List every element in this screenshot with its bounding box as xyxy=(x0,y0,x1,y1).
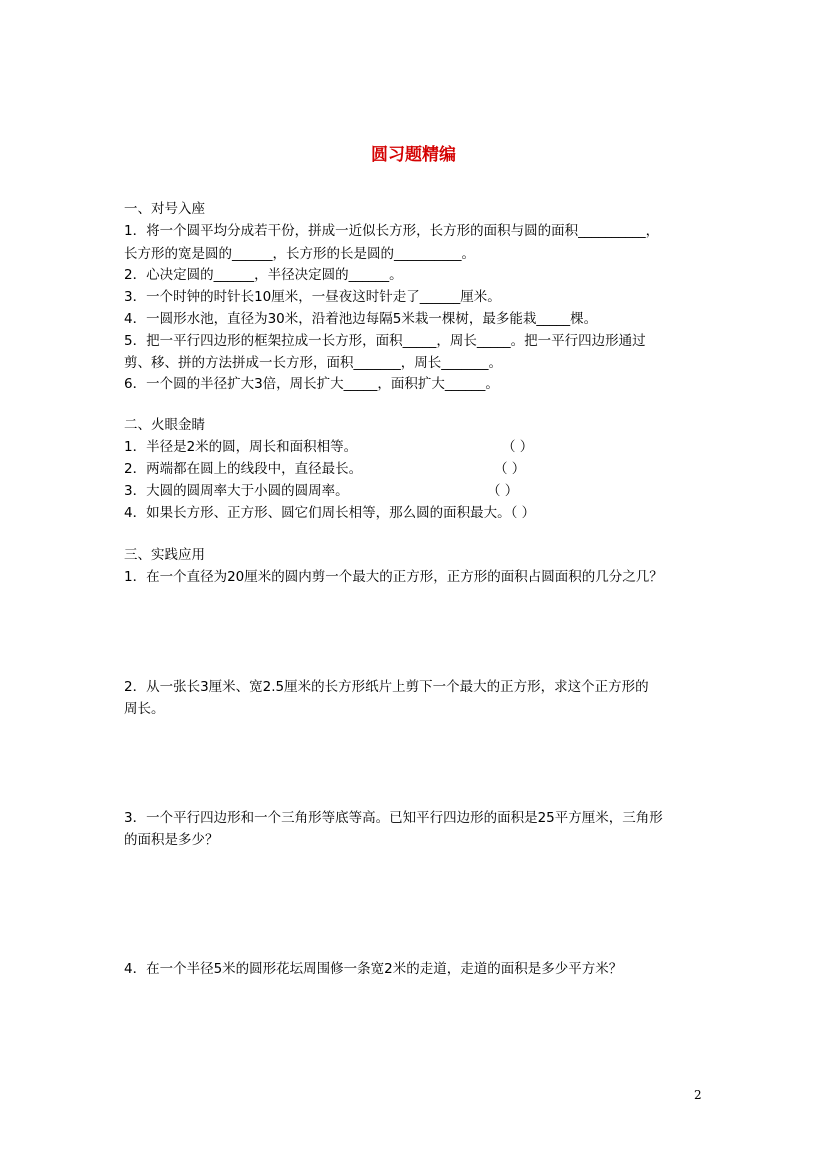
s1-line-7: 剪、移、拼的方法拼成一长方形，面积_______，周长_______。 xyxy=(124,355,502,371)
s3-question-3-line1: 3．一个平行四边形和一个三角形等底等高。已知平行四边形的面积是25平方厘米，三角形 xyxy=(124,810,663,826)
s1-line-4: 3．一个时钟的时针长10厘米，一昼夜这时针走了______厘米。 xyxy=(124,289,501,305)
section1-heading: 一、对号入座 xyxy=(124,201,205,217)
s1-line-6: 5．把一平行四边形的框架拉成一长方形，面积_____，周长_____。把一平行四边形通过 xyxy=(124,333,646,349)
document-title: 圆习题精编 xyxy=(371,145,456,165)
s2-item-1: 1．半径是2米的圆，周长和面积相等。 xyxy=(124,439,358,455)
s2-item-4: 4．如果长方形、正方形、圆它们周长相等，那么圆的面积最大。（ ） xyxy=(124,505,536,521)
s1-line-1: 1．将一个圆平均分成若干份，拼成一近似长方形，长方形的面积与圆的面积__________， xyxy=(124,223,660,239)
s3-question-2-line1: 2．从一张长3厘米、宽2.5厘米的长方形纸片上剪下一个最大的正方形，求这个正方形的 xyxy=(124,679,649,695)
s3-question-4: 4．在一个半径5米的圆形花坛周围修一条宽2米的走道，走道的面积是多少平方米？ xyxy=(124,961,623,977)
s3-question-1: 1．在一个直径为20厘米的圆内剪一个最大的正方形，正方形的面积占圆面积的几分之几？ xyxy=(124,569,663,585)
s2-item-2-paren: （ ） xyxy=(494,461,526,477)
s1-line-5: 4．一圆形水池，直径为30米，沿着池边每隔5米栽一棵树，最多能栽_____棵。 xyxy=(124,311,598,327)
section2-heading: 二、火眼金睛 xyxy=(124,417,205,433)
s3-question-2-line2: 周长。 xyxy=(124,701,165,717)
s1-line-3: 2．心决定圆的______，半径决定圆的______。 xyxy=(124,267,403,283)
s1-line-8: 6．一个圆的半径扩大3倍，周长扩大_____，面积扩大______。 xyxy=(124,376,499,392)
s2-item-3-paren: （ ） xyxy=(487,483,519,499)
section3-heading: 三、实践应用 xyxy=(124,547,205,563)
s2-item-3: 3．大圆的圆周率大于小圆的圆周率。 xyxy=(124,483,349,499)
s1-line-2: 长方形的宽是圆的______，长方形的长是圆的__________。 xyxy=(124,246,475,262)
s2-item-2: 2．两端都在圆上的线段中，直径最长。 xyxy=(124,461,363,477)
page-number: 2 xyxy=(694,1088,702,1102)
s2-item-1-paren: （ ） xyxy=(502,439,534,455)
s3-question-3-line2: 的面积是多少？ xyxy=(124,832,219,848)
